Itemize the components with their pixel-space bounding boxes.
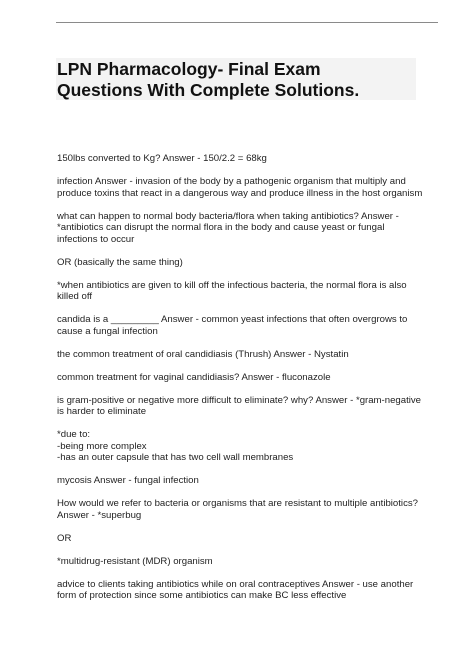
qa-paragraph-due-to: *due to:: [57, 429, 91, 440]
qa-paragraph-complex: -being more complex: [57, 440, 147, 452]
qa-paragraph-candida: candida is a _________ Answer - common yeast infections that often overgrows to cause a fungal infection: [57, 314, 408, 337]
qa-paragraph-infection: infection Answer - invasion of the body by a pathogenic organism that multiply and produce toxins that react in a dangerous way and produce illness in the host organism: [57, 176, 423, 199]
qa-paragraph-mycosis: mycosis Answer - fungal infection: [57, 475, 199, 486]
title-line-1: LPN Pharmacology- Final Exam: [57, 59, 321, 79]
qa-paragraph-vaginal-candidiasis: common treatment for vaginal candidiasis? Answer - fluconazole: [57, 371, 331, 383]
qa-paragraph-thrush: the common treatment of oral candidiasis (Thrush) Answer - Nystatin: [57, 348, 349, 360]
qa-paragraph-normal-flora: what can happen to normal body bacteria/flora when taking antibiotics? Answer - *antibiotics can disrupt the normal flora in the body and cause yeast or fungal infections to occur: [57, 210, 399, 245]
qa-paragraph-mdr: *multidrug-resistant (MDR) organism: [57, 555, 213, 567]
qa-paragraph-weight: 150lbs converted to Kg? Answer - 150/2.2 = 68kg: [57, 153, 267, 164]
qa-paragraph-capsule: -has an outer capsule that has two cell wall membranes: [57, 452, 294, 463]
qa-paragraph-or: OR: [57, 532, 72, 544]
document-title: [57, 59, 437, 101]
qa-paragraph-superbug: How would we refer to bacteria or organisms that are resistant to multiple antibiotics? Answer - *superbug: [57, 498, 418, 521]
qa-paragraph-contraceptives: advice to clients taking antibiotics while on oral contraceptives Answer - use another form of protection since some antibiotics can make BC less effective: [57, 578, 414, 601]
document-body: [57, 153, 427, 613]
qa-paragraph-or-note: OR (basically the same thing): [57, 256, 183, 268]
qa-paragraph-gram-negative: is gram-positive or negative more difficult to eliminate? why? Answer - *gram-negative is harder to eliminate: [57, 394, 422, 417]
header-rule: [56, 22, 438, 23]
title-line-2: Questions With Complete Solutions.: [57, 80, 360, 100]
qa-paragraph-flora-killed: *when antibiotics are given to kill off the infectious bacteria, the normal flora is also killed off: [57, 279, 407, 302]
